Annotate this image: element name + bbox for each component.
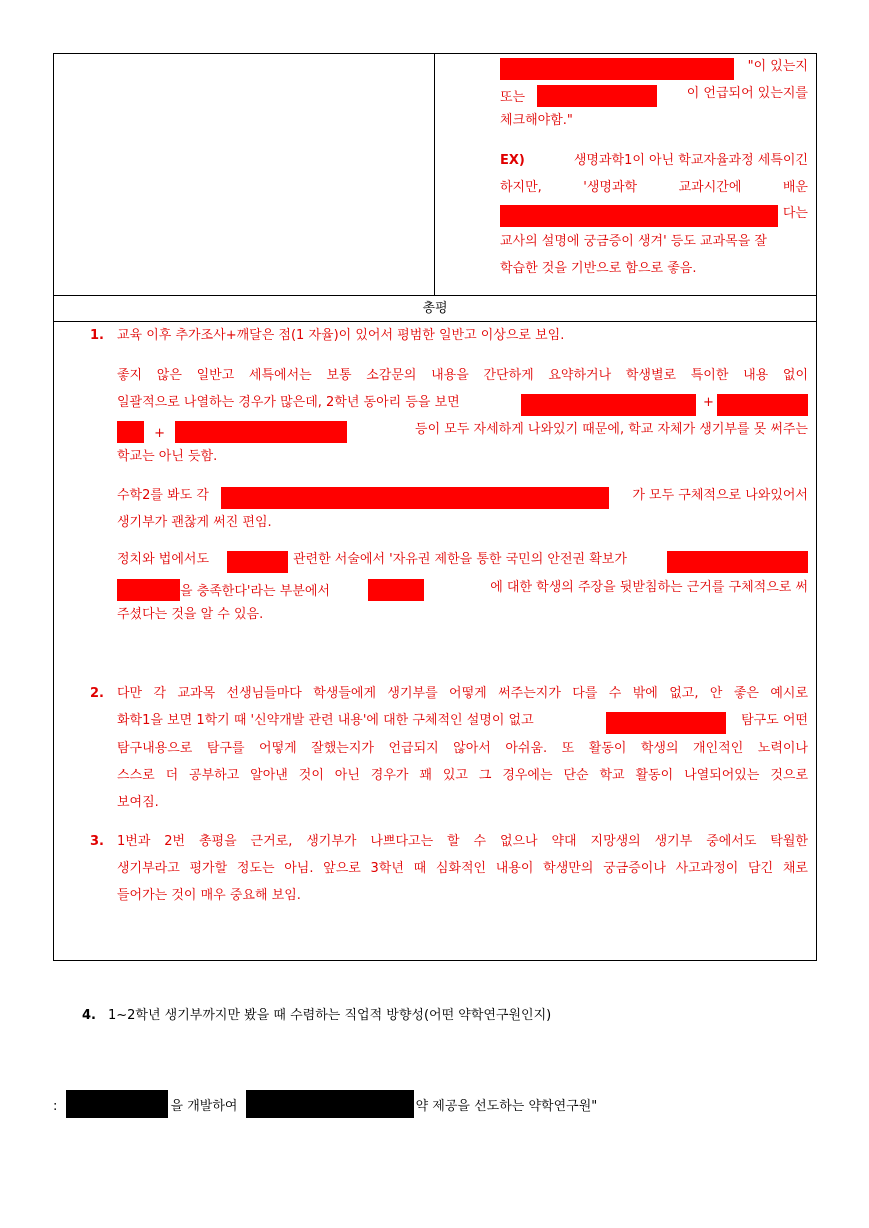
redaction-bar <box>368 579 424 601</box>
redaction-bar <box>221 487 609 509</box>
item-text: 등이 모두 자세하게 나와있기 때문에, 학교 자체가 생기부를 못 써주는 <box>415 422 808 437</box>
item-text: 생기부라고 평가할 정도는 아님. 앞으로 3학년 때 심화적인 내용이 학생만의 궁금증이나 사고과정이 담긴 채로 <box>117 861 808 876</box>
item-text: 다만 각 교과목 선생님들마다 학생들에게 생기부를 어떻게 써주는지가 다를 수 밖에 없고, 안 좋은 예시로 <box>117 686 808 701</box>
item-text: 에 대한 학생의 주장을 뒷받침하는 근거를 구체적으로 써 <box>490 580 808 595</box>
redaction-bar <box>500 58 734 80</box>
item-text: 보여짐. <box>117 795 159 810</box>
redaction-bar <box>500 205 778 227</box>
item-text: 탐구내용으로 탐구를 어떻게 잘했는지가 언급되지 않아서 아쉬움. 또 활동이 학생의 개인적인 노력이나 <box>117 741 808 756</box>
item-text: 학교는 아닌 듯함. <box>117 449 218 464</box>
cell-text: 하지만, '생명과학 교과시간에 배운 <box>500 180 808 195</box>
plus-sign: + <box>703 395 714 410</box>
item-number: 1. <box>90 328 104 343</box>
table-top-border <box>53 53 817 54</box>
redaction-bar <box>117 421 144 443</box>
redaction-bar <box>667 551 808 573</box>
summary-header: 총평 <box>422 301 448 316</box>
cell-text: 교사의 설명에 궁금증이 생겨' 등도 교과목을 잘 <box>500 234 767 249</box>
item-text: 1번과 2번 총평을 근거로, 생기부가 나쁘다고는 할 수 없으나 약대 지망생의 생기부 중에서도 탁월한 <box>117 834 808 849</box>
item-text: 정치와 법에서도 <box>117 552 210 567</box>
redaction-bar-black <box>66 1090 168 1118</box>
item-text: 탐구도 어떤 <box>741 713 808 728</box>
cell-text: 또는 <box>500 90 526 105</box>
item-text: 교육 이후 추가조사+깨달은 점(1 자율)이 있어서 평범한 일반고 이상으로 보임. <box>117 328 565 343</box>
table-left-border <box>53 53 54 961</box>
cell-text: "이 있는지 <box>747 59 808 74</box>
item-text: 일괄적으로 나열하는 경우가 많은데, 2학년 동아리 등을 보면 <box>117 395 460 410</box>
table-right-border <box>816 53 817 961</box>
cell-text: 생명과학1이 아닌 학교자율과정 세특이긴 <box>573 153 808 168</box>
item-text: 관련한 서술에서 '자유권 제한을 통한 국민의 안전권 확보가 <box>293 552 627 567</box>
item-number: 3. <box>90 834 104 849</box>
item-text: 생기부가 괜찮게 써진 편임. <box>117 515 272 530</box>
redaction-bar <box>521 394 696 416</box>
answer-text: 약 제공을 선도하는 약학연구원" <box>415 1099 598 1114</box>
plus-sign: + <box>154 426 166 441</box>
item-text: 가 모두 구체적으로 나와있어서 <box>632 488 808 503</box>
cell-text: 학습한 것을 기반으로 함으로 좋음. <box>500 261 697 276</box>
redaction-bar <box>175 421 347 443</box>
item-text: 스스로 더 공부하고 알아낸 것이 아닌 경우가 꽤 있고 그 경우에는 단순 학교 활동이 나열되어있는 것으로 <box>117 768 808 783</box>
redaction-bar <box>606 712 726 734</box>
answer-colon: : <box>53 1099 58 1114</box>
cell-text: 이 언급되어 있는지를 <box>686 86 808 101</box>
cell-text: 체크해야함." <box>500 113 573 128</box>
ex-label: EX) <box>500 153 525 168</box>
section-heading: 1~2학년 생기부까지만 봤을 때 수렴하는 직업적 방향성(어떤 약학연구원인지) <box>108 1008 552 1023</box>
item-text: 들어가는 것이 매우 중요해 보임. <box>117 888 301 903</box>
item-text: 을 충족한다'라는 부분에서 <box>180 584 330 599</box>
redaction-bar <box>227 551 288 573</box>
cell-text: 다는 <box>782 206 808 221</box>
item-text: 화학1을 보면 1학기 때 '신약개발 관련 내용'에 대한 구체적인 설명이 없고 <box>117 713 534 728</box>
item-text: 좋지 않은 일반고 세특에서는 보통 소감문의 내용을 간단하게 요약하거나 학생별로 특이한 내용 없이 <box>117 368 808 383</box>
section-number: 4. <box>82 1008 96 1023</box>
table-header-divider <box>53 321 817 322</box>
item-text: 수학2를 봐도 각 <box>117 488 209 503</box>
item-number: 2. <box>90 686 104 701</box>
redaction-bar <box>117 579 180 601</box>
table-bottom-border <box>53 960 817 961</box>
table-row-divider <box>53 295 817 296</box>
table-column-divider <box>434 53 435 296</box>
answer-text: 을 개발하여 <box>170 1099 238 1114</box>
redaction-bar <box>717 394 808 416</box>
redaction-bar <box>537 85 657 107</box>
redaction-bar-black <box>246 1090 414 1118</box>
item-text: 주셨다는 것을 알 수 있음. <box>117 607 264 622</box>
